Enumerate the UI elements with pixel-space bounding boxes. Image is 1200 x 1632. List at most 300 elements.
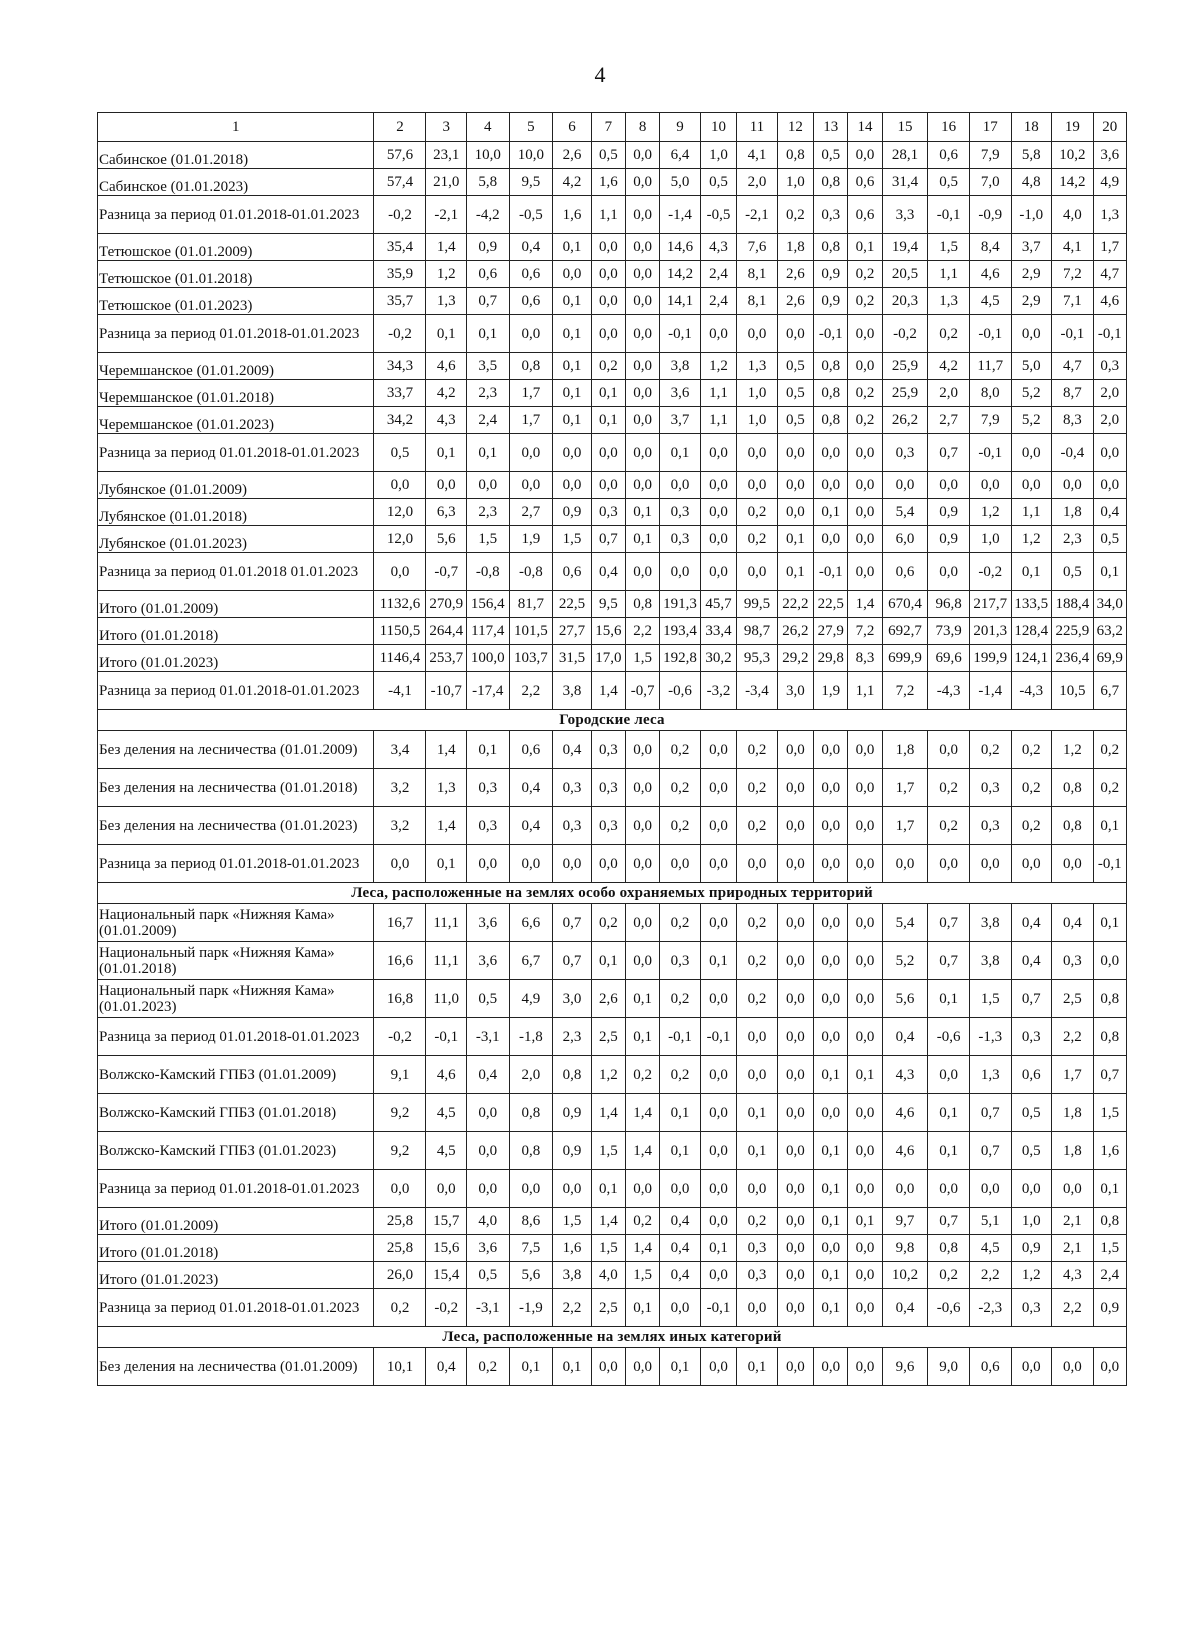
table-cell: 0,2 — [848, 407, 882, 434]
column-number: 6 — [553, 113, 591, 142]
table-cell: 5,2 — [1011, 407, 1052, 434]
table-cell: 0,0 — [848, 553, 882, 591]
table-cell: 0,0 — [814, 472, 848, 499]
table-cell: 1,2 — [700, 353, 736, 380]
table-cell: 21,0 — [426, 169, 467, 196]
table-cell: 3,0 — [553, 980, 591, 1018]
table-cell: 4,6 — [1093, 288, 1126, 315]
column-number: 20 — [1093, 113, 1126, 142]
table-cell: 0,0 — [848, 526, 882, 553]
table-cell: 0,8 — [777, 142, 813, 169]
table-cell: 28,1 — [882, 142, 928, 169]
row-label: Разница за период 01.01.2018-01.01.2023 — [98, 434, 374, 472]
table-cell: 0,0 — [777, 769, 813, 807]
table-row — [98, 980, 1127, 1018]
table-cell: 0,0 — [1011, 1170, 1052, 1208]
column-number: 9 — [660, 113, 701, 142]
table-cell: -0,2 — [882, 315, 928, 353]
row-label: Волжско-Камский ГПБЗ (01.01.2018) — [98, 1094, 374, 1132]
table-cell: 0,1 — [625, 980, 659, 1018]
table-cell: 7,2 — [848, 618, 882, 645]
table-cell: 0,0 — [737, 845, 778, 883]
table-cell: 0,6 — [509, 261, 553, 288]
table-cell: 0,0 — [625, 169, 659, 196]
table-cell: 0,0 — [777, 1132, 813, 1170]
table-cell: 0,3 — [969, 807, 1011, 845]
table-cell: 11,7 — [969, 353, 1011, 380]
table-cell: 0,0 — [814, 731, 848, 769]
section-title: Леса, расположенные на землях иных категорий — [98, 1327, 1127, 1348]
table-cell: 0,4 — [509, 769, 553, 807]
table-cell: 4,6 — [882, 1094, 928, 1132]
table-cell: 1,6 — [591, 169, 625, 196]
table-cell: 0,0 — [777, 1018, 813, 1056]
table-cell: 0,0 — [553, 845, 591, 883]
row-label: Тетюшское (01.01.2023) — [98, 288, 374, 315]
table-cell: 0,0 — [848, 1235, 882, 1262]
table-cell: 0,8 — [814, 169, 848, 196]
table-cell: 25,8 — [374, 1208, 426, 1235]
section-header-row — [98, 710, 1127, 731]
section-header-row — [98, 883, 1127, 904]
row-label: Лубянское (01.01.2018) — [98, 499, 374, 526]
table-cell: 0,8 — [814, 234, 848, 261]
table-cell: 0,6 — [466, 261, 509, 288]
section-title: Городские леса — [98, 710, 1127, 731]
table-cell: 0,8 — [814, 353, 848, 380]
table-cell: 0,5 — [466, 1262, 509, 1289]
table-cell: 0,0 — [625, 353, 659, 380]
table-cell: 0,7 — [969, 1132, 1011, 1170]
row-label: Итого (01.01.2023) — [98, 645, 374, 672]
table-cell: 191,3 — [660, 591, 701, 618]
table-cell: -0,2 — [374, 1018, 426, 1056]
table-row — [98, 380, 1127, 407]
table-cell: 0,8 — [1093, 1018, 1126, 1056]
table-cell: 10,1 — [374, 1348, 426, 1386]
table-cell: 0,4 — [509, 807, 553, 845]
table-cell: 0,0 — [660, 1289, 701, 1327]
table-cell: 2,0 — [1093, 380, 1126, 407]
forest-data-table — [97, 112, 1127, 1386]
table-cell: 9,6 — [882, 1348, 928, 1386]
table-cell: 0,0 — [777, 1235, 813, 1262]
column-number: 5 — [509, 113, 553, 142]
table-cell: 225,9 — [1052, 618, 1094, 645]
table-row — [98, 553, 1127, 591]
table-cell: 2,6 — [591, 980, 625, 1018]
table-cell: 0,0 — [374, 553, 426, 591]
table-cell: 0,3 — [660, 526, 701, 553]
row-label: Национальный парк «Нижняя Кама» (01.01.2018) — [98, 942, 374, 980]
table-cell: 2,2 — [969, 1262, 1011, 1289]
table-cell: 2,5 — [591, 1289, 625, 1327]
table-cell: 0,2 — [737, 769, 778, 807]
row-label: Черемшанское (01.01.2023) — [98, 407, 374, 434]
table-cell: 4,6 — [882, 1132, 928, 1170]
table-cell: 0,0 — [625, 434, 659, 472]
table-cell: 6,0 — [882, 526, 928, 553]
table-cell: 0,0 — [777, 1348, 813, 1386]
table-cell: 99,5 — [737, 591, 778, 618]
table-cell: 4,2 — [426, 380, 467, 407]
table-cell: 0,7 — [553, 904, 591, 942]
table-cell: -0,1 — [814, 315, 848, 353]
row-label: Национальный парк «Нижняя Кама» (01.01.2023) — [98, 980, 374, 1018]
table-cell: 192,8 — [660, 645, 701, 672]
table-cell: 4,6 — [426, 1056, 467, 1094]
table-cell: 0,0 — [1052, 1170, 1094, 1208]
table-row — [98, 261, 1127, 288]
table-cell: 1,9 — [509, 526, 553, 553]
table-cell: 35,4 — [374, 234, 426, 261]
table-cell: 0,8 — [509, 1132, 553, 1170]
column-number: 10 — [700, 113, 736, 142]
table-cell: 95,3 — [737, 645, 778, 672]
table-cell: 0,5 — [466, 980, 509, 1018]
table-cell: 0,3 — [882, 434, 928, 472]
table-cell: 0,1 — [1011, 553, 1052, 591]
table-cell: 0,0 — [848, 353, 882, 380]
table-cell: 0,0 — [777, 1262, 813, 1289]
table-cell: 0,0 — [625, 380, 659, 407]
table-cell: -1,3 — [969, 1018, 1011, 1056]
table-cell: 0,0 — [737, 1056, 778, 1094]
table-cell: 0,0 — [509, 845, 553, 883]
table-cell: 45,7 — [700, 591, 736, 618]
table-cell: 1,7 — [882, 807, 928, 845]
table-cell: 1,1 — [928, 261, 970, 288]
table-cell: 0,0 — [814, 1094, 848, 1132]
table-cell: 57,6 — [374, 142, 426, 169]
table-cell: 0,2 — [848, 288, 882, 315]
table-cell: 0,7 — [928, 904, 970, 942]
table-cell: 0,0 — [848, 1094, 882, 1132]
table-cell: 0,4 — [660, 1235, 701, 1262]
table-cell: 0,3 — [591, 731, 625, 769]
table-cell: 23,1 — [426, 142, 467, 169]
table-cell: -4,3 — [1011, 672, 1052, 710]
table-cell: 30,2 — [700, 645, 736, 672]
table-cell: -0,2 — [374, 315, 426, 353]
table-cell: 0,4 — [1011, 942, 1052, 980]
table-cell: 14,2 — [660, 261, 701, 288]
table-cell: 0,2 — [848, 380, 882, 407]
table-row — [98, 1170, 1127, 1208]
table-cell: 0,0 — [700, 499, 736, 526]
table-cell: 0,7 — [969, 1094, 1011, 1132]
table-cell: 69,9 — [1093, 645, 1126, 672]
table-cell: 1,1 — [700, 407, 736, 434]
table-cell: 0,0 — [928, 731, 970, 769]
table-cell: 0,7 — [591, 526, 625, 553]
table-cell: 0,0 — [848, 1262, 882, 1289]
table-row — [98, 1235, 1127, 1262]
table-cell: 9,5 — [591, 591, 625, 618]
table-cell: 0,0 — [625, 1170, 659, 1208]
table-cell: 0,0 — [777, 472, 813, 499]
table-cell: 0,0 — [700, 315, 736, 353]
column-number: 11 — [737, 113, 778, 142]
table-cell: -0,1 — [700, 1018, 736, 1056]
table-cell: 0,4 — [509, 234, 553, 261]
table-cell: 0,1 — [591, 942, 625, 980]
table-cell: 0,8 — [1052, 769, 1094, 807]
table-cell: -0,5 — [700, 196, 736, 234]
table-cell: 0,2 — [660, 807, 701, 845]
table-cell: 26,2 — [777, 618, 813, 645]
table-cell: 0,3 — [737, 1262, 778, 1289]
table-cell: 5,2 — [1011, 380, 1052, 407]
table-cell: 0,0 — [466, 472, 509, 499]
table-cell: 1,4 — [591, 672, 625, 710]
table-cell: 0,0 — [625, 472, 659, 499]
table-cell: 0,0 — [553, 434, 591, 472]
table-cell: 7,2 — [882, 672, 928, 710]
column-number: 13 — [814, 113, 848, 142]
table-cell: 1,3 — [426, 769, 467, 807]
table-cell: 0,1 — [625, 1289, 659, 1327]
table-cell: 0,7 — [1093, 1056, 1126, 1094]
table-cell: 0,6 — [848, 196, 882, 234]
table-cell: 5,8 — [1011, 142, 1052, 169]
table-cell: 8,4 — [969, 234, 1011, 261]
column-number-row — [98, 113, 1127, 142]
column-number: 17 — [969, 113, 1011, 142]
row-label: Разница за период 01.01.2018-01.01.2023 — [98, 196, 374, 234]
table-cell: 0,0 — [374, 1170, 426, 1208]
table-cell: 0,2 — [737, 807, 778, 845]
table-cell: 1,8 — [1052, 1132, 1094, 1170]
table-cell: 4,5 — [426, 1094, 467, 1132]
table-cell: 0,0 — [700, 526, 736, 553]
table-cell: 0,0 — [777, 904, 813, 942]
table-cell: 0,1 — [553, 234, 591, 261]
table-cell: 0,4 — [882, 1289, 928, 1327]
table-cell: -3,1 — [466, 1289, 509, 1327]
table-cell: 1,9 — [814, 672, 848, 710]
table-cell: 3,8 — [553, 672, 591, 710]
table-cell: 1,5 — [466, 526, 509, 553]
table-cell: 2,3 — [1052, 526, 1094, 553]
row-label: Сабинское (01.01.2023) — [98, 169, 374, 196]
table-cell: 0,0 — [777, 845, 813, 883]
table-cell: 0,8 — [1093, 1208, 1126, 1235]
table-cell: 0,0 — [737, 553, 778, 591]
table-cell: 25,8 — [374, 1235, 426, 1262]
table-cell: 0,0 — [625, 315, 659, 353]
table-cell: 1,7 — [509, 407, 553, 434]
table-cell: 2,5 — [591, 1018, 625, 1056]
table-cell: 2,5 — [1052, 980, 1094, 1018]
table-cell: 0,0 — [848, 472, 882, 499]
table-cell: 0,0 — [969, 1170, 1011, 1208]
table-cell: 0,8 — [814, 407, 848, 434]
table-cell: 6,3 — [426, 499, 467, 526]
table-cell: 6,4 — [660, 142, 701, 169]
table-cell: 0,8 — [1052, 807, 1094, 845]
table-row — [98, 1289, 1127, 1327]
table-cell: 4,5 — [969, 288, 1011, 315]
table-cell: 57,4 — [374, 169, 426, 196]
table-cell: 3,0 — [777, 672, 813, 710]
table-cell: -1,4 — [660, 196, 701, 234]
table-cell: 11,0 — [426, 980, 467, 1018]
table-cell: 0,0 — [777, 807, 813, 845]
table-cell: -0,1 — [969, 434, 1011, 472]
table-cell: 1,4 — [625, 1132, 659, 1170]
table-cell: 2,0 — [1093, 407, 1126, 434]
table-cell: 14,1 — [660, 288, 701, 315]
table-cell: -0,5 — [509, 196, 553, 234]
table-cell: 0,7 — [928, 942, 970, 980]
table-cell: 1,3 — [737, 353, 778, 380]
table-cell: 10,2 — [882, 1262, 928, 1289]
table-cell: 96,8 — [928, 591, 970, 618]
table-cell: -1,8 — [509, 1018, 553, 1056]
table-cell: 1,2 — [591, 1056, 625, 1094]
table-cell: 692,7 — [882, 618, 928, 645]
table-cell: 0,0 — [625, 769, 659, 807]
table-cell: 0,0 — [625, 261, 659, 288]
table-cell: 5,4 — [882, 904, 928, 942]
table-cell: 124,1 — [1011, 645, 1052, 672]
table-cell: 10,0 — [466, 142, 509, 169]
table-cell: -0,4 — [1052, 434, 1094, 472]
table-cell: 0,4 — [1052, 904, 1094, 942]
table-cell: -0,1 — [426, 1018, 467, 1056]
table-cell: 1,5 — [553, 526, 591, 553]
table-cell: 0,0 — [625, 1348, 659, 1386]
table-cell: 9,7 — [882, 1208, 928, 1235]
table-cell: 0,0 — [509, 434, 553, 472]
table-cell: 253,7 — [426, 645, 467, 672]
table-cell: 0,8 — [814, 380, 848, 407]
table-cell: -0,2 — [374, 196, 426, 234]
table-cell: 0,1 — [660, 1094, 701, 1132]
table-cell: 0,0 — [700, 1348, 736, 1386]
table-cell: 0,3 — [466, 807, 509, 845]
table-cell: -0,9 — [969, 196, 1011, 234]
table-cell: 2,0 — [928, 380, 970, 407]
table-cell: 0,4 — [660, 1208, 701, 1235]
table-cell: 9,2 — [374, 1094, 426, 1132]
table-cell: 5,6 — [882, 980, 928, 1018]
table-cell: 0,2 — [660, 731, 701, 769]
table-cell: 670,4 — [882, 591, 928, 618]
table-cell: 0,0 — [553, 472, 591, 499]
table-cell: 0,0 — [700, 434, 736, 472]
table-cell: 5,1 — [969, 1208, 1011, 1235]
table-cell: 7,2 — [1052, 261, 1094, 288]
row-label: Черемшанское (01.01.2009) — [98, 353, 374, 380]
table-cell: 0,0 — [969, 845, 1011, 883]
row-label: Разница за период 01.01.2018-01.01.2023 — [98, 1170, 374, 1208]
table-cell: 7,5 — [509, 1235, 553, 1262]
table-cell: 0,1 — [625, 526, 659, 553]
table-cell: 0,0 — [777, 980, 813, 1018]
table-cell: 1,8 — [1052, 499, 1094, 526]
table-cell: 0,0 — [882, 1170, 928, 1208]
table-cell: 0,5 — [777, 353, 813, 380]
table-cell: 0,0 — [1052, 472, 1094, 499]
table-cell: 0,1 — [1093, 807, 1126, 845]
column-number: 12 — [777, 113, 813, 142]
table-row — [98, 731, 1127, 769]
table-cell: 10,0 — [509, 142, 553, 169]
row-label: Национальный парк «Нижняя Кама» (01.01.2009) — [98, 904, 374, 942]
table-cell: 0,3 — [553, 807, 591, 845]
table-cell: 1,3 — [426, 288, 467, 315]
table-cell: 25,9 — [882, 380, 928, 407]
table-cell: 0,0 — [700, 769, 736, 807]
table-cell: -0,1 — [928, 196, 970, 234]
table-cell: -0,6 — [660, 672, 701, 710]
table-cell: 0,8 — [625, 591, 659, 618]
table-cell: 0,6 — [553, 553, 591, 591]
table-cell: 0,0 — [700, 980, 736, 1018]
table-cell: 0,3 — [591, 807, 625, 845]
table-cell: 0,5 — [777, 407, 813, 434]
table-cell: 1,2 — [426, 261, 467, 288]
table-cell: 3,7 — [1011, 234, 1052, 261]
table-cell: 0,1 — [814, 1262, 848, 1289]
table-cell: 0,9 — [553, 1094, 591, 1132]
table-cell: 7,0 — [969, 169, 1011, 196]
table-cell: 0,7 — [928, 434, 970, 472]
table-cell: 0,0 — [426, 1170, 467, 1208]
table-cell: 0,0 — [928, 1056, 970, 1094]
table-cell: 3,8 — [969, 942, 1011, 980]
table-cell: 0,0 — [777, 731, 813, 769]
table-cell: 1,0 — [969, 526, 1011, 553]
table-cell: -17,4 — [466, 672, 509, 710]
table-cell: 15,6 — [426, 1235, 467, 1262]
table-cell: 0,3 — [553, 769, 591, 807]
table-cell: -3,4 — [737, 672, 778, 710]
table-cell: 4,3 — [700, 234, 736, 261]
table-cell: 0,0 — [848, 807, 882, 845]
column-number: 8 — [625, 113, 659, 142]
table-row — [98, 472, 1127, 499]
table-cell: 3,6 — [466, 904, 509, 942]
table-cell: 2,6 — [777, 288, 813, 315]
column-number: 1 — [98, 113, 374, 142]
table-cell: 0,0 — [814, 980, 848, 1018]
table-cell: 0,6 — [928, 142, 970, 169]
table-cell: 1,1 — [591, 196, 625, 234]
table-cell: 2,3 — [466, 499, 509, 526]
table-cell: 9,5 — [509, 169, 553, 196]
column-number: 14 — [848, 113, 882, 142]
table-cell: 1,5 — [591, 1235, 625, 1262]
table-cell: 4,2 — [553, 169, 591, 196]
table-cell: 0,1 — [625, 499, 659, 526]
table-cell: 0,1 — [426, 845, 467, 883]
table-cell: 0,0 — [1093, 434, 1126, 472]
table-cell: 15,7 — [426, 1208, 467, 1235]
table-cell: 5,8 — [466, 169, 509, 196]
table-cell: 98,7 — [737, 618, 778, 645]
table-cell: 1,6 — [553, 196, 591, 234]
table-cell: 0,0 — [814, 942, 848, 980]
table-cell: 0,0 — [1052, 1348, 1094, 1386]
table-cell: 22,2 — [777, 591, 813, 618]
table-cell: -4,3 — [928, 672, 970, 710]
table-cell: 5,2 — [882, 942, 928, 980]
table-cell: 217,7 — [969, 591, 1011, 618]
table-cell: 0,2 — [737, 942, 778, 980]
